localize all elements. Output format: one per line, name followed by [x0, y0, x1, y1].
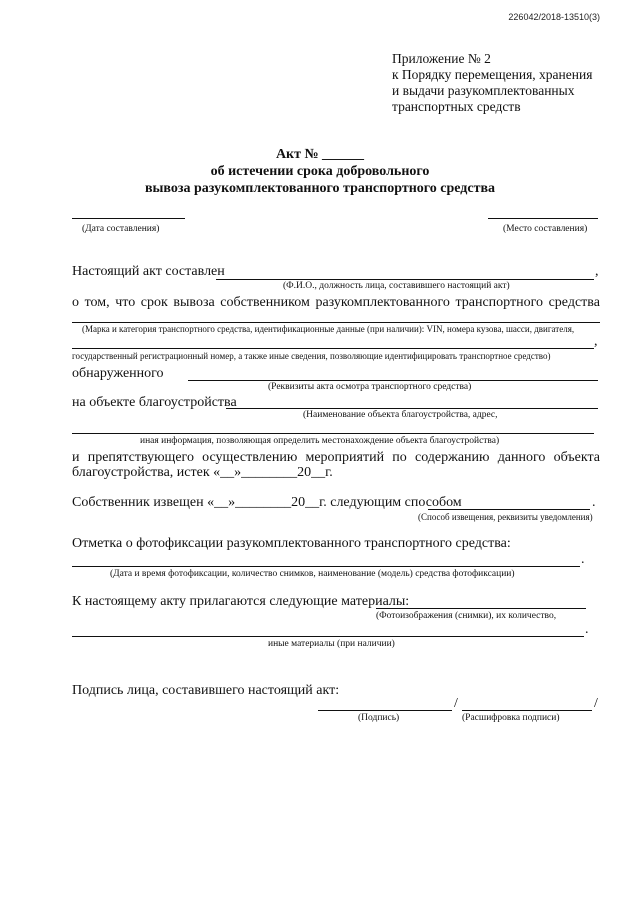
- decoding-line: [462, 710, 592, 711]
- found-label: обнаруженного: [72, 366, 164, 381]
- word: осуществлению: [202, 450, 298, 465]
- notice-period: .: [592, 495, 596, 510]
- object-line-2: [72, 433, 594, 434]
- photo-caption: (Дата и время фотофиксации, количество снимков, наименование (модель) средства фотофиксации): [110, 569, 515, 579]
- materials-caption-2: иные материалы (при наличии): [268, 639, 395, 649]
- place-line: [488, 218, 598, 219]
- photo-period: .: [581, 552, 585, 567]
- appendix-line: транспортных средств: [392, 99, 521, 114]
- word: и: [72, 450, 80, 465]
- signature-slash: /: [454, 696, 458, 711]
- photo-line: [72, 566, 580, 567]
- impede-sentence: [72, 450, 600, 466]
- date-caption: (Дата составления): [82, 224, 160, 234]
- materials-line-2: [72, 636, 584, 637]
- object-label: на объекте благоустройства: [72, 395, 237, 410]
- word: объекта: [553, 450, 600, 465]
- decoding-caption: (Расшифровка подписи): [462, 713, 560, 723]
- decoding-slash: /: [594, 696, 598, 711]
- object-caption-1: (Наименование объекта благоустройства, адрес,: [303, 410, 498, 420]
- date-line: [72, 218, 185, 219]
- vehicle-comma: ,: [594, 334, 598, 349]
- word: средства: [548, 295, 600, 310]
- composer-caption: (Ф.И.О., должность лица, составившего настоящий акт): [283, 281, 510, 291]
- materials-period: .: [585, 622, 589, 637]
- word: вывоза: [173, 295, 215, 310]
- word: препятствующего: [87, 450, 194, 465]
- notice-caption: (Способ извещения, реквизиты уведомления): [418, 512, 593, 522]
- title-line: вывоза разукомплектованного транспортного средства: [144, 181, 496, 196]
- appendix-line: к Порядку перемещения, хранения: [392, 67, 593, 82]
- signature-label: Подпись лица, составившего настоящий акт:: [72, 683, 340, 698]
- inspection-caption: (Реквизиты акта осмотра транспортного средства): [268, 382, 472, 392]
- expired-text: благоустройства, истек «__»________20__г.: [72, 465, 333, 480]
- word: о: [72, 295, 79, 310]
- signature-line: [318, 710, 452, 711]
- materials-caption-1: (Фотоизображения (снимки), их количество,: [376, 611, 557, 621]
- vehicle-line-1: [72, 322, 600, 323]
- materials-line-1: [376, 608, 586, 609]
- word: разукомплектованного: [315, 295, 450, 310]
- appendix-header: [392, 51, 592, 115]
- document-number: 226042/2018-13510(3): [508, 12, 600, 22]
- word: по: [392, 450, 407, 465]
- about-sentence: [72, 295, 600, 311]
- vehicle-caption-2: государственный регистрационный номер, а также иные сведения, позволяющие идентифицировать транспортное средство): [72, 351, 551, 361]
- attached-label: К настоящему акту прилагаются следующие материалы:: [72, 594, 410, 609]
- word: срок: [140, 295, 168, 310]
- word: что: [115, 295, 136, 310]
- word: содержанию: [415, 450, 490, 465]
- act-composed-label: Настоящий акт составлен: [72, 264, 225, 279]
- place-caption: (Место составления): [503, 224, 588, 234]
- vehicle-caption-1: (Марка и категория транспортного средства, идентификационные данные (при наличии): VIN, номера кузова, шасси, двигателя,: [82, 324, 575, 334]
- object-caption-2: иная информация, позволяющая определить местонахождение объекта благоустройства): [140, 436, 500, 446]
- word: транспортного: [455, 295, 543, 310]
- signature-caption: (Подпись): [358, 713, 400, 723]
- appendix-line: Приложение № 2: [392, 51, 491, 66]
- document-title: [0, 146, 640, 197]
- photo-mark-label: Отметка о фотофиксации разукомплектованного транспортного средства:: [72, 536, 511, 551]
- word: данного: [497, 450, 546, 465]
- word: собственником: [220, 295, 310, 310]
- inspection-line: [188, 380, 598, 381]
- owner-notified-text: Собственник извещен «__»________20__г. следующим способом: [72, 495, 462, 510]
- word: мероприятий: [305, 450, 385, 465]
- title-line: об истечении срока добровольного: [210, 164, 430, 179]
- object-line-1: [226, 408, 598, 409]
- title-line: Акт № ______: [275, 147, 365, 162]
- notice-line: [428, 509, 590, 510]
- composer-line: [216, 279, 594, 280]
- composer-comma: ,: [595, 264, 599, 279]
- vehicle-line-2: [72, 348, 594, 349]
- word: том,: [84, 295, 110, 310]
- appendix-line: и выдачи разукомплектованных: [392, 83, 575, 98]
